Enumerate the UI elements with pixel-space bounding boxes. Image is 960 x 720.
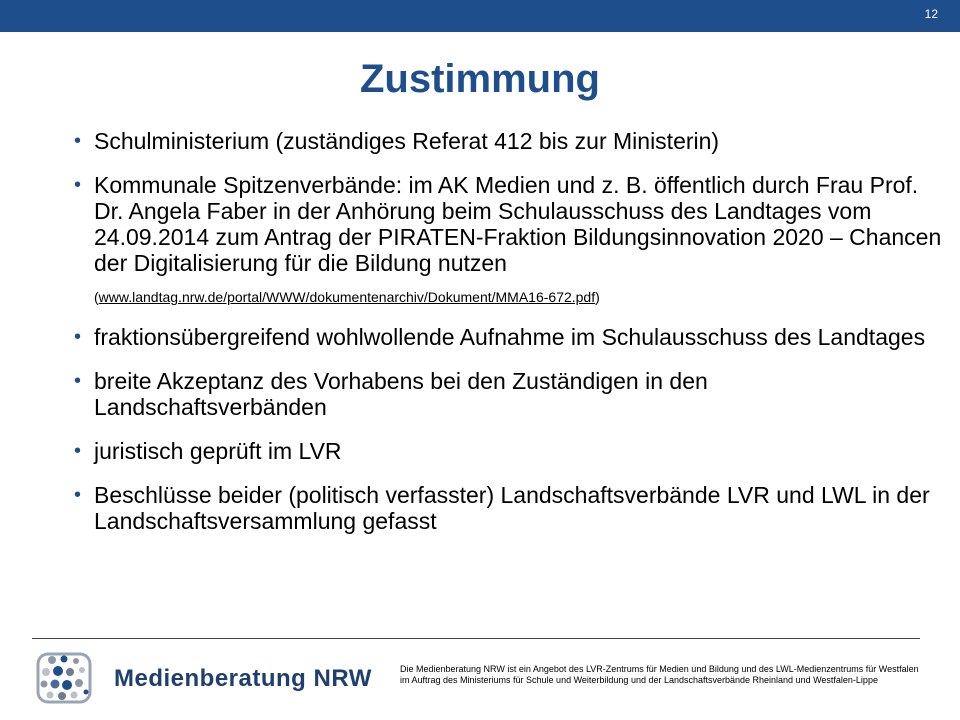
bullet-text: Schulministerium (zuständiges Referat 412 bis zur Ministerin) xyxy=(94,128,720,154)
bullet-text: juristisch geprüft im LVR xyxy=(94,438,342,464)
bullet-dot-icon: • xyxy=(74,484,82,506)
top-bar xyxy=(0,0,960,32)
page-number: 12 xyxy=(924,7,938,21)
bullet-dot-icon: • xyxy=(74,174,82,196)
bullet-list xyxy=(74,128,944,552)
bullet-item xyxy=(74,324,944,350)
bullet-item xyxy=(74,128,944,154)
bullet-text: breite Akzeptanz des Vorhabens bei den Zuständigen in den Landschaftsverbänden xyxy=(94,368,708,420)
bullet-text: fraktionsübergreifend wohlwollende Aufnahme im Schulausschuss des Landtages xyxy=(94,324,926,350)
bullet-item xyxy=(74,368,944,420)
footer-description: Die Medienberatung NRW ist ein Angebot des LVR-Zentrums für Medien und Bildung und des LWL-Medienzentrums für Westfalen im Auftrag des Ministeriums für Schule und Weiterbildung und der Landschaftsverbände Rheinland und Westfalen-Lippe xyxy=(400,664,919,685)
bullet-item xyxy=(74,438,944,464)
bullet-text: Beschlüsse beider (politisch verfasster) Landschaftsverbände LVR und LWL in der Landschaftsversammlung gefasst xyxy=(94,482,930,534)
source-link[interactable]: www.landtag.nrw.de/portal/WWW/dokumentenarchiv/Dokument/MMA16-672.pdf xyxy=(98,289,596,305)
source-reference: (www.landtag.nrw.de/portal/WWW/dokumentenarchiv/Dokument/MMA16-672.pdf) xyxy=(94,289,600,305)
bullet-text: Kommunale Spitzenverbände: im AK Medien und z. B. öffentlich durch Frau Prof. Dr. Angela Faber in der Anhörung beim Schulausschuss des Landtages vom 24.09.2014 zum Antrag der PIRATEN-Fraktion Bildungsinnovation 2020 – Chancen der Digitalisierung für die Bildung nutzen xyxy=(94,172,942,276)
bullet-dot-icon: • xyxy=(74,130,82,152)
bullet-item xyxy=(74,482,944,534)
logo-text: Medienberatung NRW xyxy=(114,665,372,692)
logo-mark-icon xyxy=(34,650,104,706)
medienberatung-logo xyxy=(34,650,372,706)
bullet-item xyxy=(74,172,944,306)
bullet-dot-icon: • xyxy=(74,440,82,462)
bullet-dot-icon: • xyxy=(74,326,82,348)
bullet-dot-icon: • xyxy=(74,370,82,392)
footer-divider xyxy=(32,638,920,639)
slide-title: Zustimmung xyxy=(360,57,600,101)
